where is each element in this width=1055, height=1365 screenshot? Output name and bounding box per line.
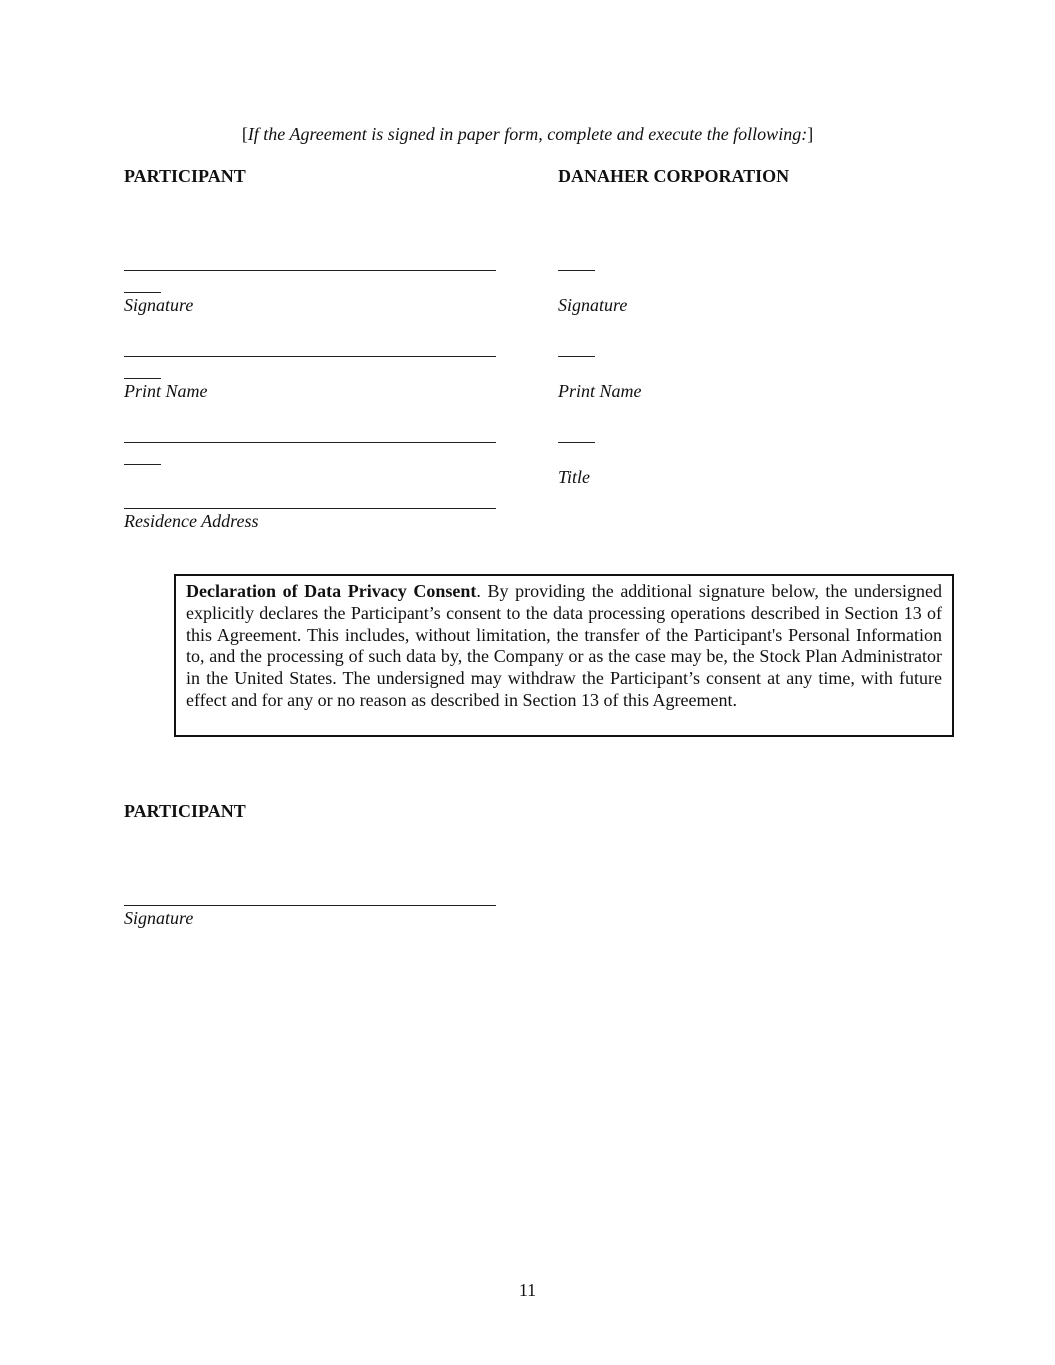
company-title-label: Title	[558, 467, 591, 487]
instruction-text: If the Agreement is signed in paper form, complete and execute the following:	[247, 124, 808, 144]
page-number: 11	[518, 1280, 537, 1300]
participant-address-line-2[interactable]	[124, 508, 496, 509]
second-participant-signature-line[interactable]	[124, 905, 496, 906]
paper-form-instruction	[0, 124, 1055, 145]
participant-signature-line-continuation	[124, 292, 161, 293]
company-title-line[interactable]	[558, 442, 595, 443]
participant-address-line-continuation	[124, 464, 161, 465]
consent-body: . By providing the additional signature below, the undersigned explicitly declares the Participant’s consent to the data processing operations described in Section 13 of this Agreement. This includes, without limitation, the transfer of the Participant's Personal Information to, and the processing of such data by, the Company or as the case may be, the Stock Plan Administrator in the United States. The undersigned may withdraw the Participant’s consent at any time, with future effect and for any or no reason as described in Section 13 of this Agreement.	[186, 581, 942, 710]
company-signature-label: Signature	[558, 295, 628, 315]
company-print-name-line[interactable]	[558, 356, 595, 357]
danaher-corporation-heading: DANAHER CORPORATION	[558, 166, 790, 186]
instruction-open-bracket: [	[241, 124, 248, 144]
participant-print-name-line-continuation	[124, 378, 161, 379]
company-print-name-label: Print Name	[558, 381, 642, 401]
participant-print-name-line[interactable]	[124, 356, 496, 357]
participant-signature-line[interactable]	[124, 270, 496, 271]
participant-residence-address-label: Residence Address	[124, 511, 259, 531]
instruction-close-bracket: ]	[807, 124, 814, 144]
participant-heading: PARTICIPANT	[124, 166, 246, 186]
participant-print-name-label: Print Name	[124, 381, 208, 401]
participant-address-line-1[interactable]	[124, 442, 496, 443]
data-privacy-consent-box	[174, 574, 954, 737]
second-participant-heading: PARTICIPANT	[124, 801, 246, 821]
second-participant-signature-label: Signature	[124, 908, 194, 928]
company-signature-line[interactable]	[558, 270, 595, 271]
participant-signature-label: Signature	[124, 295, 194, 315]
consent-title: Declaration of Data Privacy Consent	[186, 581, 477, 601]
